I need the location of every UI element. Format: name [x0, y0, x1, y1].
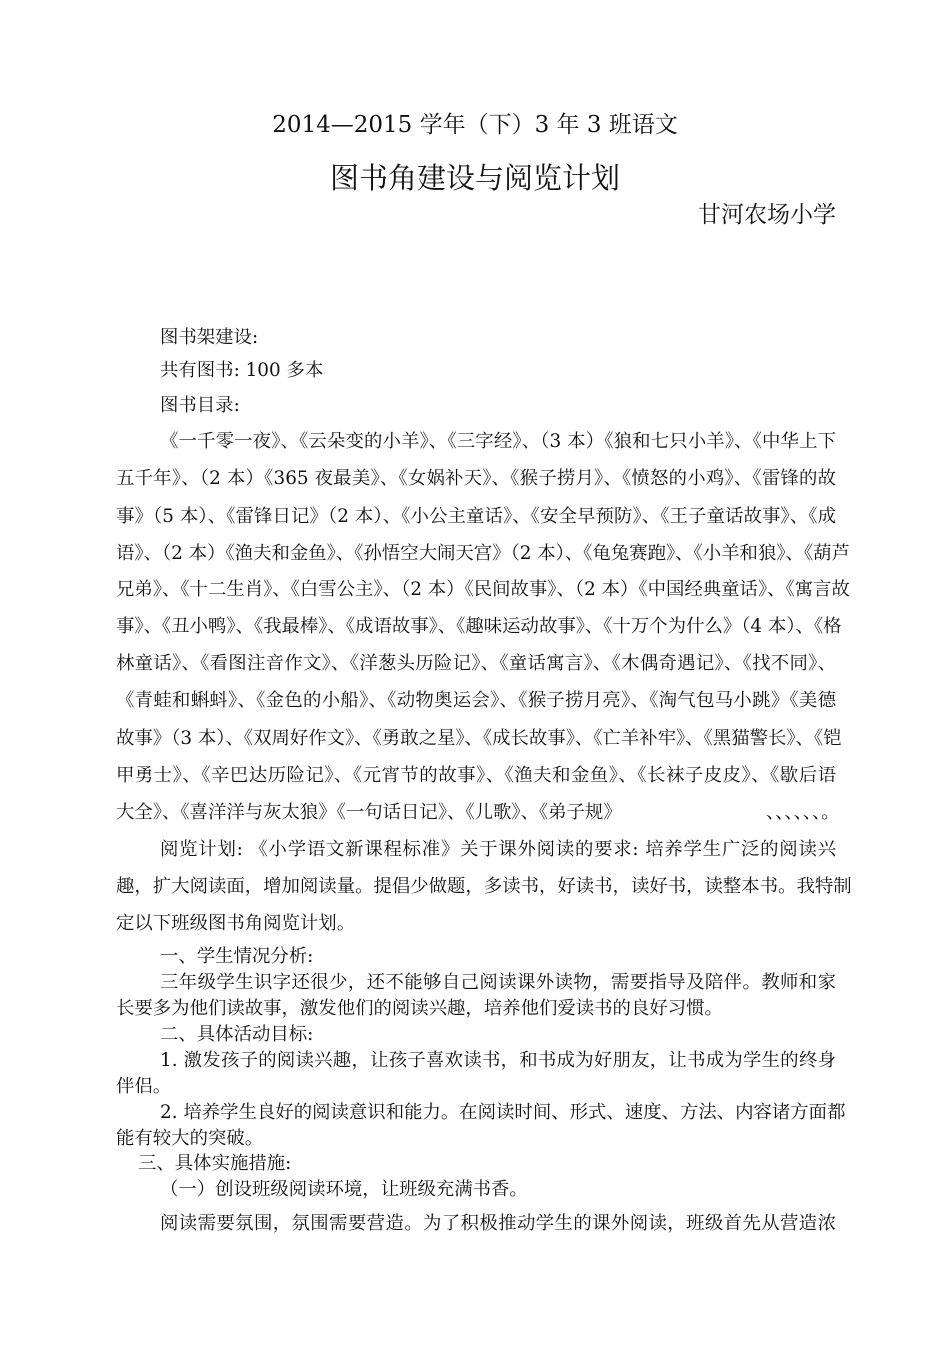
catalog-line: 林童话》、《看图注音作文》、《洋葱头历险记》、《童话寓言》、《木偶奇遇记》、《找不同》、 [116, 653, 836, 674]
book-total: 共有图书: 100 多本 [160, 360, 324, 381]
catalog-line: 故事》（3 本）、《双周好作文》、《勇敢之星》、《成长故事》、《亡羊补牢》、《黑猫警长》、《铠 [116, 728, 842, 749]
catalog-line: 《青蛙和蝌蚪》、《金色的小船》、《动物奥运会》、《猴子捞月亮》、《淘气包马小跳》《美德 [116, 690, 836, 711]
measure1-text: 阅读需要氛围，氛围需要营造。为了积极推动学生的课外阅读，班级首先从营造浓 [160, 1213, 836, 1234]
goal1-line: 1. 激发孩子的阅读兴趣，让孩子喜欢读书，和书成为好朋友，让书成为学生的终身 [160, 1050, 836, 1071]
catalog-line: 大全》、《喜洋洋与灰太狼》《一句话日记》、《儿歌》、《弟子规》 [116, 802, 622, 823]
catalog-line: 事》（5 本）、《雷锋日记》（2 本）、《小公主童话》、《安全早预防》、《王子童话故事》、《成 [116, 506, 836, 527]
catalog-line: 甲勇士》、《辛巴达历险记》、《元宵节的故事》、《渔夫和金鱼》、《长袜子皮皮》、《歇后语 [116, 765, 836, 786]
section1-line: 长要多为他们读故事，激发他们的阅读兴趣，培养他们爱读书的良好习惯。 [116, 998, 723, 1019]
goal2-line: 2. 培养学生良好的阅读意识和能力。在阅读时间、形式、速度、方法、内容诸方面都 [160, 1102, 846, 1123]
section3-heading: 三、具体实施措施: [138, 1153, 292, 1174]
goal1-line: 伴侣。 [116, 1076, 172, 1097]
title-line: 2014—2015 学年（下）3 年 3 班语文 [272, 112, 678, 138]
catalog-line: 《一千零一夜》、《云朵变的小羊》、《三字经》、（3 本）《狼和七只小羊》、《中华上下 [160, 431, 836, 452]
school-name: 甘河农场小学 [698, 202, 836, 228]
measure1-heading: （一）创设班级阅读环境，让班级充满书香。 [160, 1179, 528, 1200]
goal2-line: 能有较大的突破。 [116, 1128, 264, 1149]
catalog-line: 事》、《丑小鸭》、《我最棒》、《成语故事》、《趣味运动故事》、《十万个为什么》（4 本）、《格 [116, 616, 842, 637]
plan-intro-line: 定以下班级图书角阅览计划。 [116, 913, 356, 934]
catalog-line: 兄弟》、《十二生肖》、《白雪公主》、（2 本）《民间故事》、（2 本）《中国经典童话》、《寓言故 [116, 579, 850, 600]
section1-line: 三年级学生识字还很少，还不能够自己阅读课外读物，需要指导及陪伴。教师和家 [160, 972, 836, 993]
catalog-heading: 图书目录: [160, 395, 240, 416]
catalog-line: 五千年》、（2 本）《365 夜最美》、《女娲补天》、《猴子捞月》、《愤怒的小鸡》、《雷锋的故 [116, 468, 836, 489]
section2-heading: 二、具体活动目标: [160, 1024, 314, 1045]
shelf-heading: 图书架建设: [160, 327, 259, 348]
catalog-line: 语》、（2 本）《渔夫和金鱼》、《孙悟空大闹天宫》（2 本）、《龟兔赛跑》、《小羊和狼》、《葫芦 [116, 543, 850, 564]
plan-intro-line: 阅览计划: 《小学语文新课程标准》关于课外阅读的要求: 培养学生广泛的阅读兴 [160, 839, 836, 860]
main-title: 图书角建设与阅览计划 [329, 161, 620, 195]
catalog-ellipsis: 、、、、、、。 [766, 802, 840, 823]
plan-intro-line: 趣，扩大阅读面，增加阅读量。提倡少做题，多读书，好读书，读好书，读整本书。我特制 [116, 876, 852, 897]
section1-heading: 一、学生情况分析: [160, 946, 314, 967]
